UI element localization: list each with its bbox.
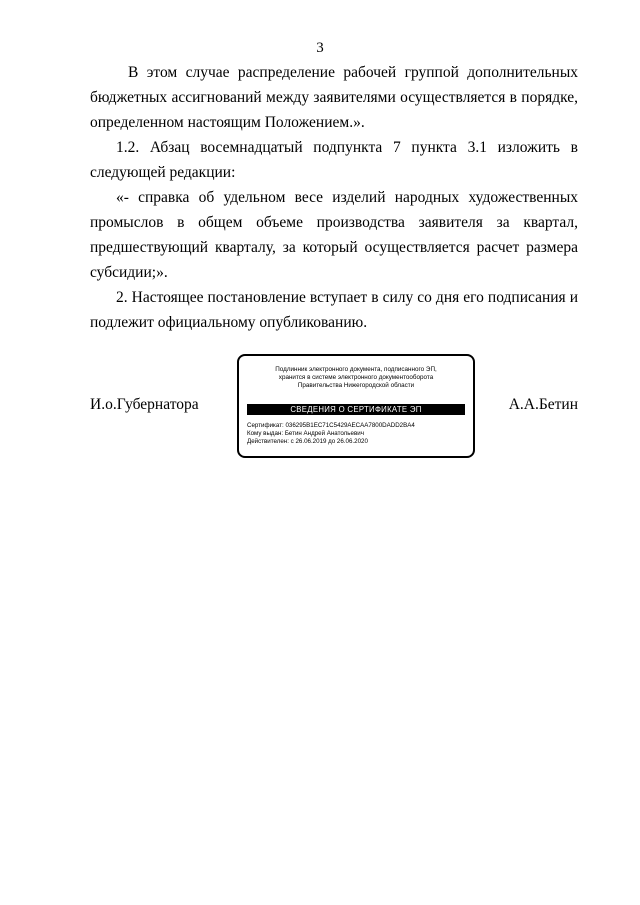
paragraph-distribution: В этом случае распределение рабочей группой дополнительных бюджетных ассигнований между заявителями осуществляется в порядке, определенном настоящим Положением.». <box>90 64 578 131</box>
stamp-details <box>247 422 469 446</box>
paragraph-effective-date: 2. Настоящее постановление вступает в силу со дня его подписания и подлежит официальному опубликованию. <box>90 289 578 331</box>
stamp-header-line: хранится в системе электронного документооборота <box>278 374 434 381</box>
stamp-validity: Действителен: с 26.06.2019 до 26.06.2020 <box>247 438 368 445</box>
paragraph-amendment-1-2: 1.2. Абзац восемнадцатый подпункта 7 пункта 3.1 изложить в следующей редакции: <box>90 139 578 181</box>
electronic-signature-stamp <box>237 354 475 458</box>
stamp-header-line: Правительства Нижегородской области <box>297 382 415 389</box>
stamp-issued-to: Кому выдан: Бетин Андрей Анатольевич <box>247 430 364 437</box>
paragraph-certificate-requirement: «- справка об удельном весе изделий народных художественных промыслов в общем объеме производства заявителя за квартал, предшествующий кварталу, за который осуществляется расчет размера субсидии;». <box>90 189 578 281</box>
stamp-certificate-number: Сертификат: 036295B1EC71C5429AECAA7800DADD2BA4 <box>247 422 415 429</box>
signatory-name: А.А.Бетин <box>508 396 578 413</box>
signatory-position: И.о.Губернатора <box>90 396 199 413</box>
stamp-header-line: Подлинник электронного документа, подписанного ЭП, <box>275 366 437 373</box>
page-number: 3 <box>316 40 324 56</box>
stamp-certificate-bar: СВЕДЕНИЯ О СЕРТИФИКАТЕ ЭП <box>247 404 465 415</box>
stamp-header <box>239 366 473 390</box>
